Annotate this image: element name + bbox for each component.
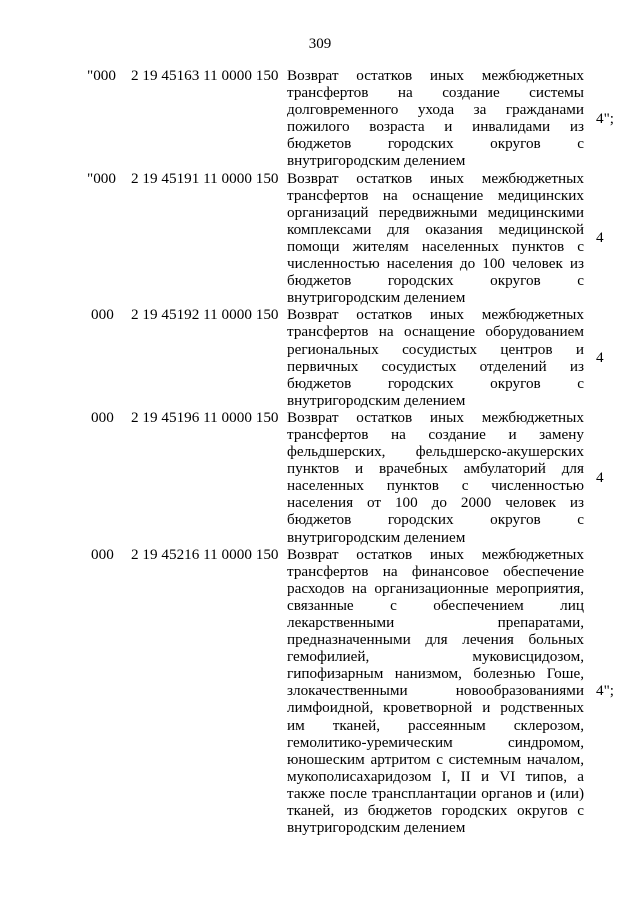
code-description: Возврат остатков иных межбюджетных трансфертов на создание и замену фельдшерских, фельдшерско-акушерских пунктов и врачебных амбулаторий для населенных пунктов с численностью населения от 100 до 2000 человек из бюджетов городских округов с внутригородским делением (287, 408, 584, 546)
admin-code: 000 (91, 306, 114, 324)
code-description: Возврат остатков иных межбюджетных трансфертов на оснащение оборудованием региональных сосудистых центров и первичных сосудистых отделений из бюджетов городских округов с внутригородским делением (287, 306, 584, 409)
budget-classification-code: 2 19 45192 11 0000 150 (131, 306, 279, 324)
code-description: Возврат остатков иных межбюджетных трансфертов на оснащение медицинских организаций передвижными медицинскими комплексами для оказания медицинской помощи жителям населенных пунктов с численностью населения до 100 человек из бюджетов городских округов с внутригородским делением (287, 169, 584, 307)
row-value: 4"; (596, 682, 615, 700)
table-row (0, 409, 640, 546)
page-number: 309 (308, 36, 332, 52)
admin-code: 000 (91, 408, 114, 426)
budget-classification-code: 2 19 45191 11 0000 150 (131, 169, 279, 187)
table-row (0, 170, 640, 307)
budget-classification-code: 2 19 45196 11 0000 150 (131, 408, 279, 426)
table-row (0, 306, 640, 409)
admin-code: 000 (91, 545, 114, 563)
admin-code: "000 (87, 67, 116, 84)
row-value: 4 (596, 349, 604, 367)
budget-classification-table (0, 67, 640, 836)
budget-classification-code: 2 19 45163 11 0000 150 (131, 67, 279, 84)
admin-code: "000 (87, 169, 116, 187)
table-row (0, 546, 640, 837)
code-description: Возврат остатков иных межбюджетных трансфертов на финансовое обеспечение расходов на организационные мероприятия, связанные с обеспечением лиц лекарственными препаратами, предназначенными для лечения больных гемофилией, муковисцидозом, гипофизарным нанизмом, болезнью Гоше, злокачественными новообразованиями лимфоидной, кроветворной и родственных им тканей, рассеянным склерозом, гемолитико-уремическим синдромом, юношеским артритом с системным началом, мукополисахаридозом I, II и VI типов, а также после трансплантации органов и (или) тканей, из бюджетов городских округов с внутригородским делением (287, 545, 584, 837)
row-value: 4"; (596, 109, 615, 127)
row-value: 4 (596, 468, 604, 486)
code-description: Возврат остатков иных межбюджетных трансфертов на создание системы долговременного ухода за гражданами пожилого возраста и инвалидами из бюджетов городских округов с внутригородским делением (287, 67, 584, 170)
table-row (0, 67, 640, 170)
budget-classification-code: 2 19 45216 11 0000 150 (131, 545, 279, 563)
row-value: 4 (596, 229, 604, 247)
